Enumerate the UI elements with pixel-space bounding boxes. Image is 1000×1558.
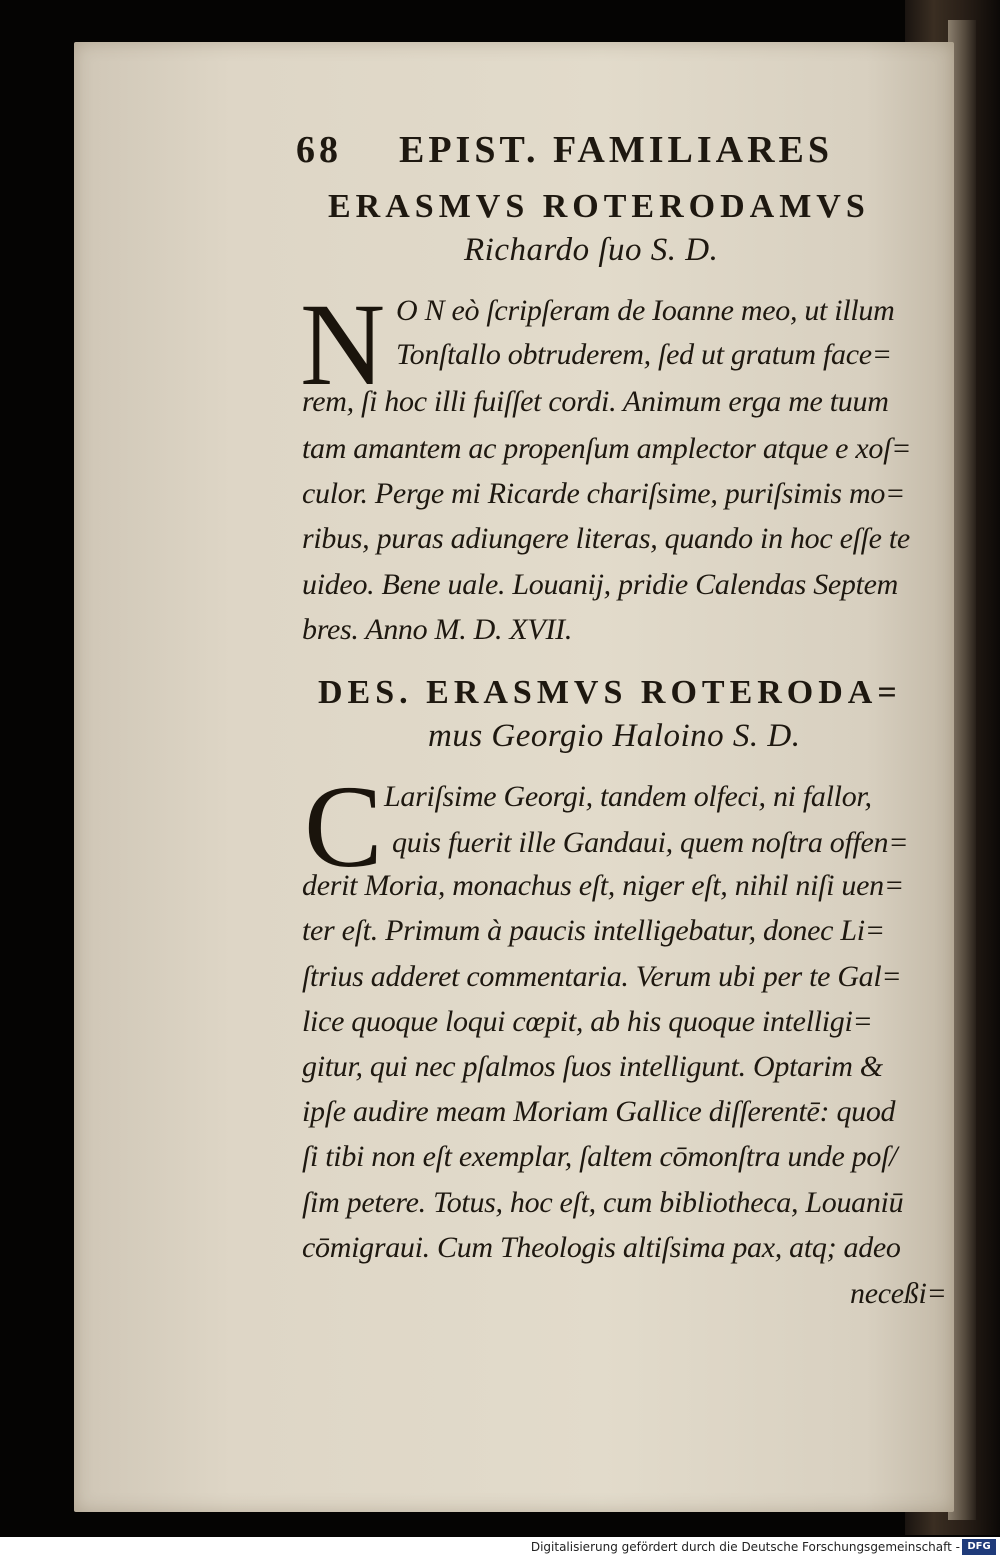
letter1-salutation: Richardo ſuo S. D.	[464, 232, 719, 268]
letter2-line: quis fuerit ille Gandaui, quem noſtra offen=	[392, 826, 909, 859]
dfg-logo: DFG	[962, 1539, 996, 1555]
letter2-line: Lariſsime Georgi, tandem olfeci, ni fallor,	[384, 780, 872, 813]
letter1-line: Tonſtallo obtruderem, ſed ut gratum face=	[396, 338, 892, 371]
letter1-line: O N eò ſcripſeram de Ioanne meo, ut illum	[396, 294, 895, 327]
letter2-line: ſim petere. Totus, hoc eſt, cum bibliotheca, Louaniū	[302, 1186, 904, 1219]
letter1-line: tam amantem ac propenſum amplector atque e xoſ=	[302, 432, 912, 465]
dropcap-c: C	[304, 761, 383, 892]
letter2-salutation: mus Georgio Haloino S. D.	[428, 718, 801, 754]
letter2-line: ſtrius adderet commentaria. Verum ubi per te Gal=	[302, 960, 902, 993]
catchword: neceßi=	[850, 1277, 947, 1310]
letter2-line: lice quoque loqui cœpit, ab his quoque intelligi=	[302, 1005, 873, 1038]
running-head	[296, 128, 833, 172]
letter1-line: ribus, puras adiungere literas, quando in hoc eſſe te	[302, 522, 910, 555]
letter2-line: derit Moria, monachus eſt, niger eſt, nihil niſi uen=	[302, 869, 904, 902]
letter2-line: ter eſt. Primum à paucis intelligebatur, donec Li=	[302, 914, 885, 947]
letter1-line: uideo. Bene uale. Louanij, pridie Calendas Septem	[302, 568, 899, 601]
letter2-line: cōmigraui. Cum Theologis altiſsima pax, atq; adeo	[302, 1231, 901, 1264]
letter1-line: rem, ſi hoc illi fuiſſet cordi. Animum erga me tuum	[302, 385, 889, 418]
letter2-line: ipſe audire meam Moriam Gallice diſſerentē: quod	[302, 1095, 896, 1128]
dropcap-n: N	[300, 279, 386, 410]
letter2-heading: DES. ERASMVS ROTERODA=	[318, 674, 902, 711]
letter2-line: ſi tibi non eſt exemplar, ſaltem cōmonſtra unde poſ/	[302, 1140, 898, 1173]
page-number: 68	[296, 129, 342, 171]
letter1-line: culor. Perge mi Ricarde chariſsime, puriſsimis mo=	[302, 477, 905, 510]
letter2-line: gitur, qui nec pſalmos ſuos intelligunt. Optarim &	[302, 1050, 883, 1083]
footer-credit: Digitalisierung gefördert durch die Deutsche Forschungsgemeinschaft -	[530, 1540, 960, 1554]
letter1-heading: ERASMVS ROTERODAMVS	[328, 188, 870, 225]
running-title: EPIST. FAMILIARES	[399, 129, 833, 171]
letter1-line: bres. Anno M. D. XVII.	[302, 613, 573, 646]
